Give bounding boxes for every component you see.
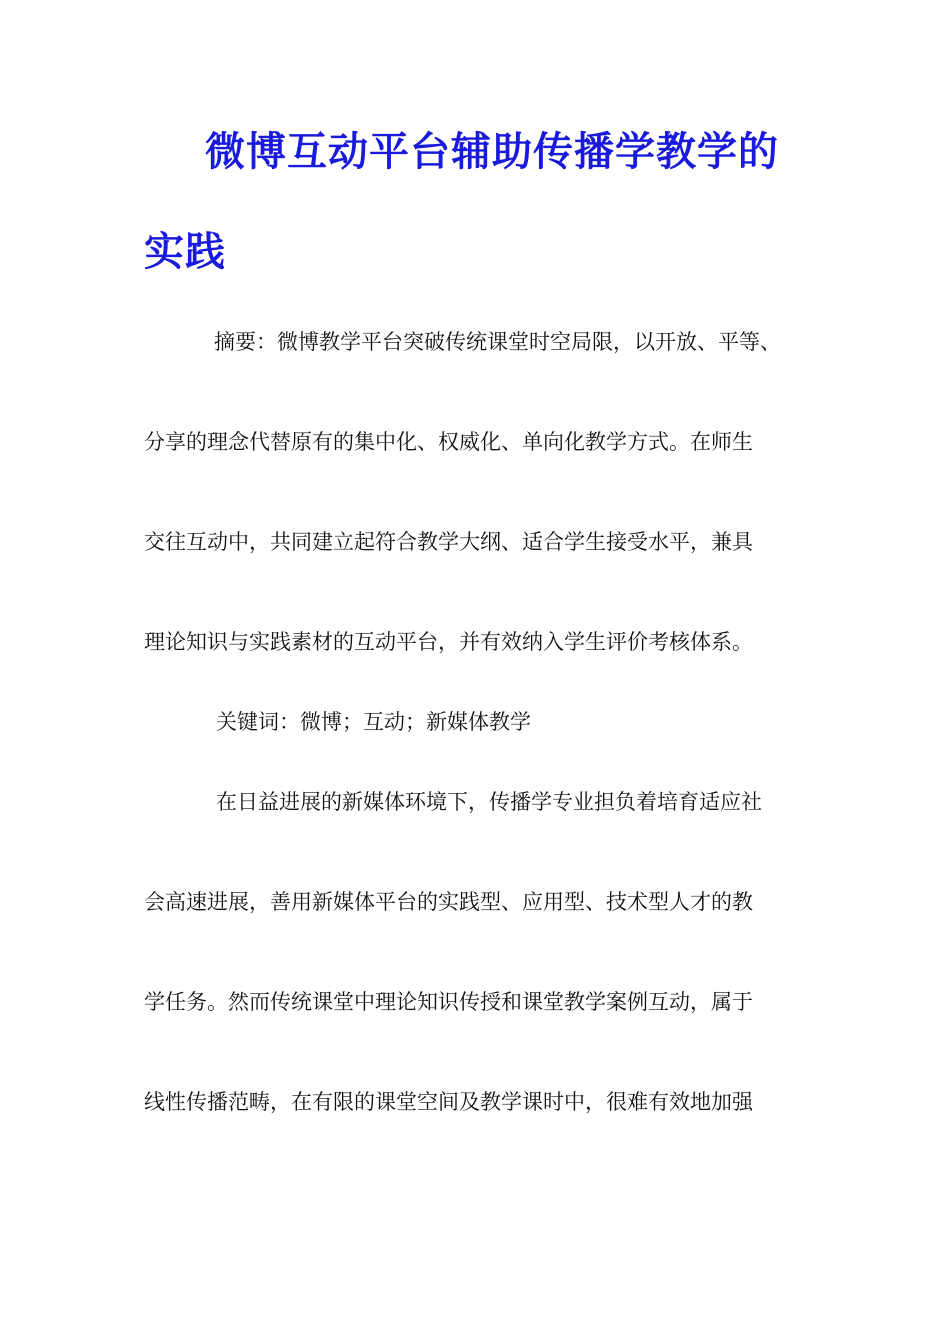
body-line-1: 在日益进展的新媒体环境下，传播学专业担负着培育适应社 [216,790,762,814]
body-line-4: 线性传播范畴，在有限的课堂空间及教学课时中，很难有效地加强 [144,1090,753,1114]
abstract-line-2: 分享的理念代替原有的集中化、权威化、单向化教学方式。在师生 [144,430,753,454]
document-title-line-2: 实践 [144,228,226,275]
body-line-3: 学任务。然而传统课堂中理论知识传授和课堂教学案例互动，属于 [144,990,753,1014]
body-line-2: 会高速进展，善用新媒体平台的实践型、应用型、技术型人才的教 [144,890,753,914]
document-title-line-1: 微博互动平台辅助传播学教学的 [205,128,779,175]
keywords-line: 关键词：微博；互动；新媒体教学 [216,710,531,734]
abstract-line-1: 摘要：微博教学平台突破传统课堂时空局限，以开放、平等、 [214,330,781,354]
abstract-line-4: 理论知识与实践素材的互动平台，并有效纳入学生评价考核体系。 [144,630,753,654]
abstract-line-3: 交往互动中，共同建立起符合教学大纲、适合学生接受水平，兼具 [144,530,753,554]
